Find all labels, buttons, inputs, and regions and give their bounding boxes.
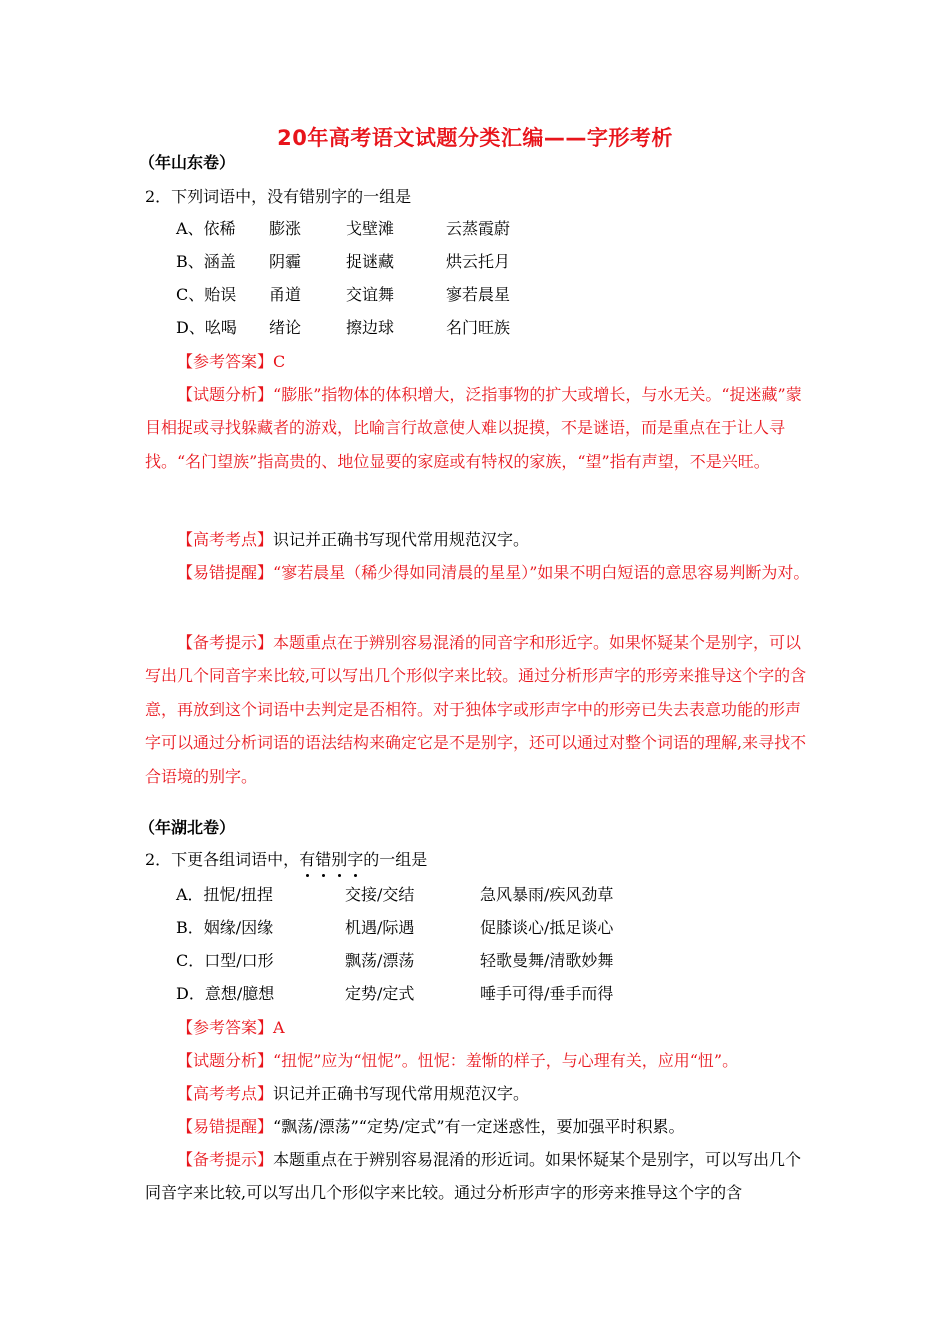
- option-item: C、贻误: [176, 285, 237, 304]
- section-header-hubei: （年湖北卷）: [139, 818, 236, 837]
- option-item: D．意想/臆想: [176, 984, 275, 1003]
- option-item: 名门旺族: [446, 318, 511, 337]
- option-item: B．姻缘/因缘: [176, 918, 274, 937]
- option-item: 交谊舞: [346, 285, 395, 304]
- analysis-hubei: 【试题分析】“扭怩”应为“忸怩”。忸怩：羞惭的样子，与心理有关，应用“忸”。: [177, 1051, 739, 1070]
- option-item: 定势/定式: [345, 984, 415, 1003]
- option-item: 膨涨: [269, 219, 302, 238]
- option-item: 飘荡/漂荡: [345, 951, 415, 970]
- option-item: 甬道: [269, 285, 302, 304]
- point-hubei: 【高考考点】识记并正确书写现代常用规范汉字。: [177, 1084, 530, 1103]
- option-item: C．口型/口形: [176, 951, 274, 970]
- emphasis-char: 字: [347, 850, 364, 869]
- answer-hubei: 【参考答案】A: [177, 1018, 285, 1037]
- question-shandong: 2．下列词语中，没有错别字的一组是: [145, 187, 412, 206]
- option-item: D、吆喝: [176, 318, 237, 337]
- option-item: 擦边球: [346, 318, 395, 337]
- option-item: A、依稀: [176, 219, 236, 238]
- analysis-shandong: 【试题分析】“膨胀”指物体的体积增大，泛指事物的扩大或增长，与水无关。“捉迷藏”蒙目相捉或寻找躲藏者的游戏，比喻言行故意使人难以捉摸，不是谜语，而是重点在于让人寻找。“名门望族”指高贵的、地位显要的家庭或有特权的家族，“望”指有声望，不是兴旺。: [145, 385, 802, 471]
- warn-hubei: 【易错提醒】“飘荡/漂荡”“定势/定式”有一定迷惑性，要加强平时积累。: [177, 1117, 685, 1136]
- warn-shandong: 【易错提醒】“寥若晨星（稀少得如同清晨的星星）”如果不明白短语的意思容易判断为对。: [177, 563, 810, 582]
- emphasis-char: 有: [299, 850, 316, 869]
- option-item: 促膝谈心/抵足谈心: [480, 918, 614, 937]
- option-item: 交接/交结: [345, 885, 415, 904]
- option-item: 寥若晨星: [446, 285, 511, 304]
- answer-shandong: 【参考答案】C: [177, 352, 286, 371]
- option-item: 唾手可得/垂手而得: [480, 984, 614, 1003]
- option-item: 烘云托月: [446, 252, 511, 271]
- option-item: 急风暴雨/疾风劲草: [480, 885, 614, 904]
- option-item: 轻歌曼舞/清歌妙舞: [480, 951, 614, 970]
- option-item: 机遇/际遇: [345, 918, 415, 937]
- emphasis-char: 错: [315, 850, 332, 869]
- page-title: 20年高考语文试题分类汇编——字形考析: [277, 126, 673, 150]
- option-item: 阴霾: [269, 252, 302, 271]
- tip-hubei: 【备考提示】本题重点在于辨别容易混淆的形近词。如果怀疑某个是别字，可以写出几个同音字来比较,可以写出几个形似字来比较。通过分析形声字的形旁来推导这个字的含: [145, 1150, 802, 1203]
- point-shandong: 【高考考点】识记并正确书写现代常用规范汉字。: [177, 530, 530, 549]
- section-header-shandong: （年山东卷）: [139, 153, 236, 172]
- option-item: 云蒸霞蔚: [446, 219, 511, 238]
- tip-shandong: 【备考提示】本题重点在于辨别容易混淆的同音字和形近字。如果怀疑某个是别字，可以写出几个同音字来比较,可以写出几个形似字来比较。通过分析形声字的形旁来推导这个字的含意，再放到这个词语中去判定是否相符。对于独体字或形声字中的形旁已失去表意功能的形声字可以通过分析词语的语法结构来确定它是不是别字，还可以通过对整个词语的理解,来寻找不合语境的别字。: [145, 633, 807, 786]
- emphasis-text: [299, 850, 363, 869]
- option-item: 绪论: [269, 318, 302, 337]
- option-item: 捉谜藏: [346, 252, 395, 271]
- option-item: A．扭怩/扭捏: [176, 885, 273, 904]
- option-item: B、涵盖: [176, 252, 236, 271]
- emphasis-char: 别: [331, 850, 348, 869]
- option-item: 戈壁滩: [346, 219, 395, 238]
- question-hubei: 2．下更各组词语中，有错别字的一组是: [145, 850, 428, 869]
